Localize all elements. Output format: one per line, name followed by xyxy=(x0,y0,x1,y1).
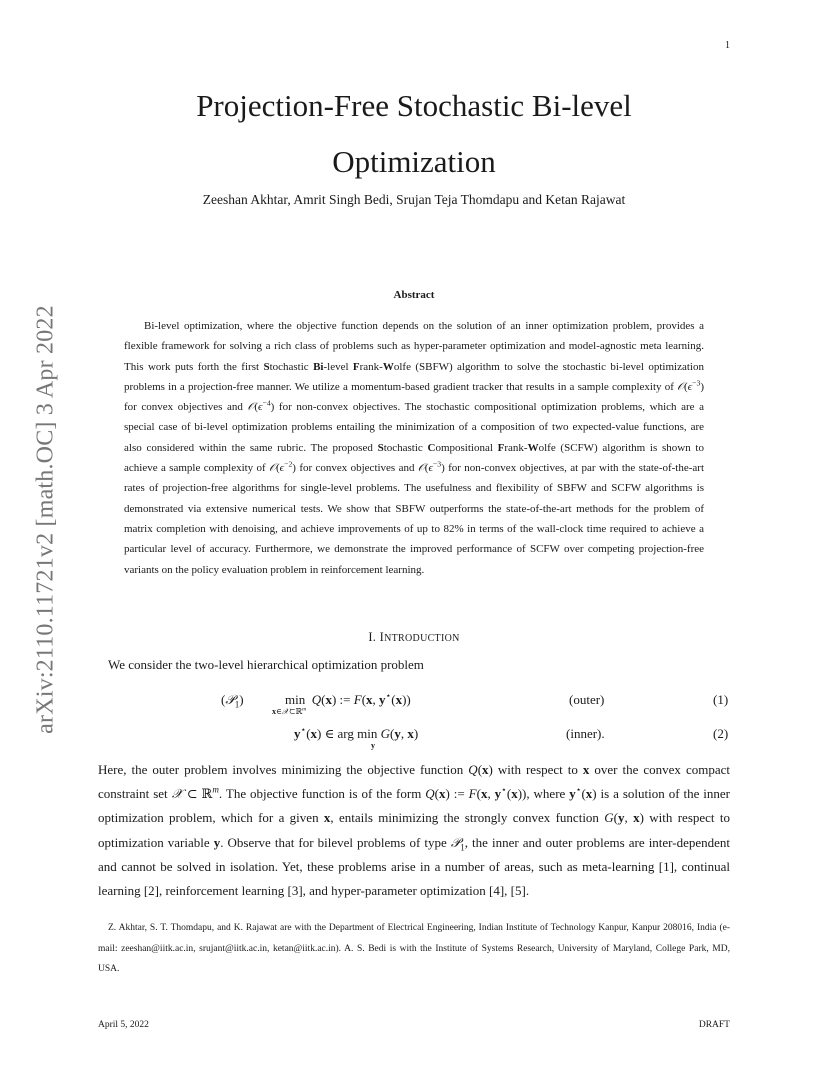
equation-2-argmin-variable: y xyxy=(371,741,375,750)
section-title: INTRODUCTION xyxy=(379,630,460,644)
section-number: I. xyxy=(368,630,377,644)
intro-sentence: We consider the two-level hierarchical optimization problem xyxy=(108,657,424,672)
paper-title: Projection-Free Stochastic Bi-level Optimization xyxy=(196,88,632,179)
page-number: 1 xyxy=(725,40,730,51)
footer-date: April 5, 2022 xyxy=(98,1020,149,1030)
abstract-body: Bi-level optimization, where the objective function depends on the solution of an inner optimization problem, provides a flexible framework for solving a rich class of problems such as hyper-parameter optimization and model-agnostic meta learning. This work puts forth the first Stochastic Bi-level Frank-Wolfe (SBFW) algorithm to solve the stochastic bi-level optimization problems in a projection-free manner. We utilize a momentum-based gradient tracker that results in a sample complexity of $𝒪(\epsilon^{-3})$ for convex objectives and $𝒪(\epsilon^{-4})$ for non-convex objectives. The stochastic compositional optimization problems, which are a special case of bi-level optimization problems entailing the minimization of a composition of two expected-value functions, are also considered within the same rubric. The proposed Stochastic Compositional Frank-Wolfe (SCFW) algorithm is shown to achieve a sample complexity of $𝒪(\epsilon^{-2})$ for convex objectives and $𝒪(\epsilon^{-3})$ for non-convex objectives, at par with the state-of-the-art rates of projection-free algorithms for single-level problems. The usefulness and flexibility of SBFW and SCFW algorithms is demonstrated via extensive numerical tests. We show that SBFW outperforms the state-of-the-art methods for the problem of matrix completion with denoising, and achieve improvements of up to 82% in terms of the wall-clock time required to achieve a particular level of accuracy. Furthermore, we demonstrate the improved performance of SCFW over competing projection-free variants on the policy evaluation problem in reinforcement learning. xyxy=(124,320,705,576)
equation-2-tag-inner: (inner). xyxy=(566,726,605,741)
arxiv-identifier-text: arXiv:2110.11721v2 [math.OC] 3 Apr 2022 xyxy=(32,305,59,734)
section-heading xyxy=(98,630,730,645)
equation-2-number: (2) xyxy=(713,726,729,741)
author-affiliation-footnote: Z. Akhtar, S. T. Thomdapu, and K. Rajawat are with the Department of Electrical Engineering, Indian Institute of Technology Kanpur, Kanpur 208016, India (e-mail: zeeshan@iitk.ac.in, srujant@iitk.ac.in, ketan@iitk.ac.in). A. S. Bedi is with the Institute of Systems Research, University of Maryland, College Park, MD, USA. xyxy=(98,923,730,974)
author-list: Zeeshan Akhtar, Amrit Singh Bedi, Srujan Teja Thomdapu and Ketan Rajawat xyxy=(202,192,626,207)
footer-draft-label: DRAFT xyxy=(698,1020,730,1030)
introduction-paragraph: Here, the outer problem involves minimizing the objective function Q(x) with respect to x over the convex compact constraint set 𝒳 ⊂ ℝ$^m$. The objective function is of the form Q(x) := F(x, y⋆(x)), where y⋆(x) is a solution of the inner optimization problem, which for a given x, entails minimizing the strongly convex function G(y, x) with respect to optimization variable y. Observe that for bilevel problems of type 𝒫$_1$, the inner and outer problems are inter-dependent and cannot be solved in isolation. Yet, these problems arise in a number of areas, such as meta-learning [1], continual learning [2], reinforcement learning [3], and hyper-parameter optimization [4], [5]. xyxy=(98,762,731,899)
equation-1-constraint: x∈𝒳⊂ℝ$^m$ xyxy=(272,706,307,716)
problem-label: (𝒫$_1$) xyxy=(221,692,244,710)
equation-1-tag-outer: (outer) xyxy=(569,692,605,707)
equation-1-body: min Q(x) := F(x, y⋆(x)) xyxy=(285,690,411,707)
equation-2-body: y⋆(x) ∈ arg min G(y, x) xyxy=(294,724,419,741)
abstract-heading: Abstract xyxy=(393,289,435,301)
equation-1-number: (1) xyxy=(713,692,729,707)
